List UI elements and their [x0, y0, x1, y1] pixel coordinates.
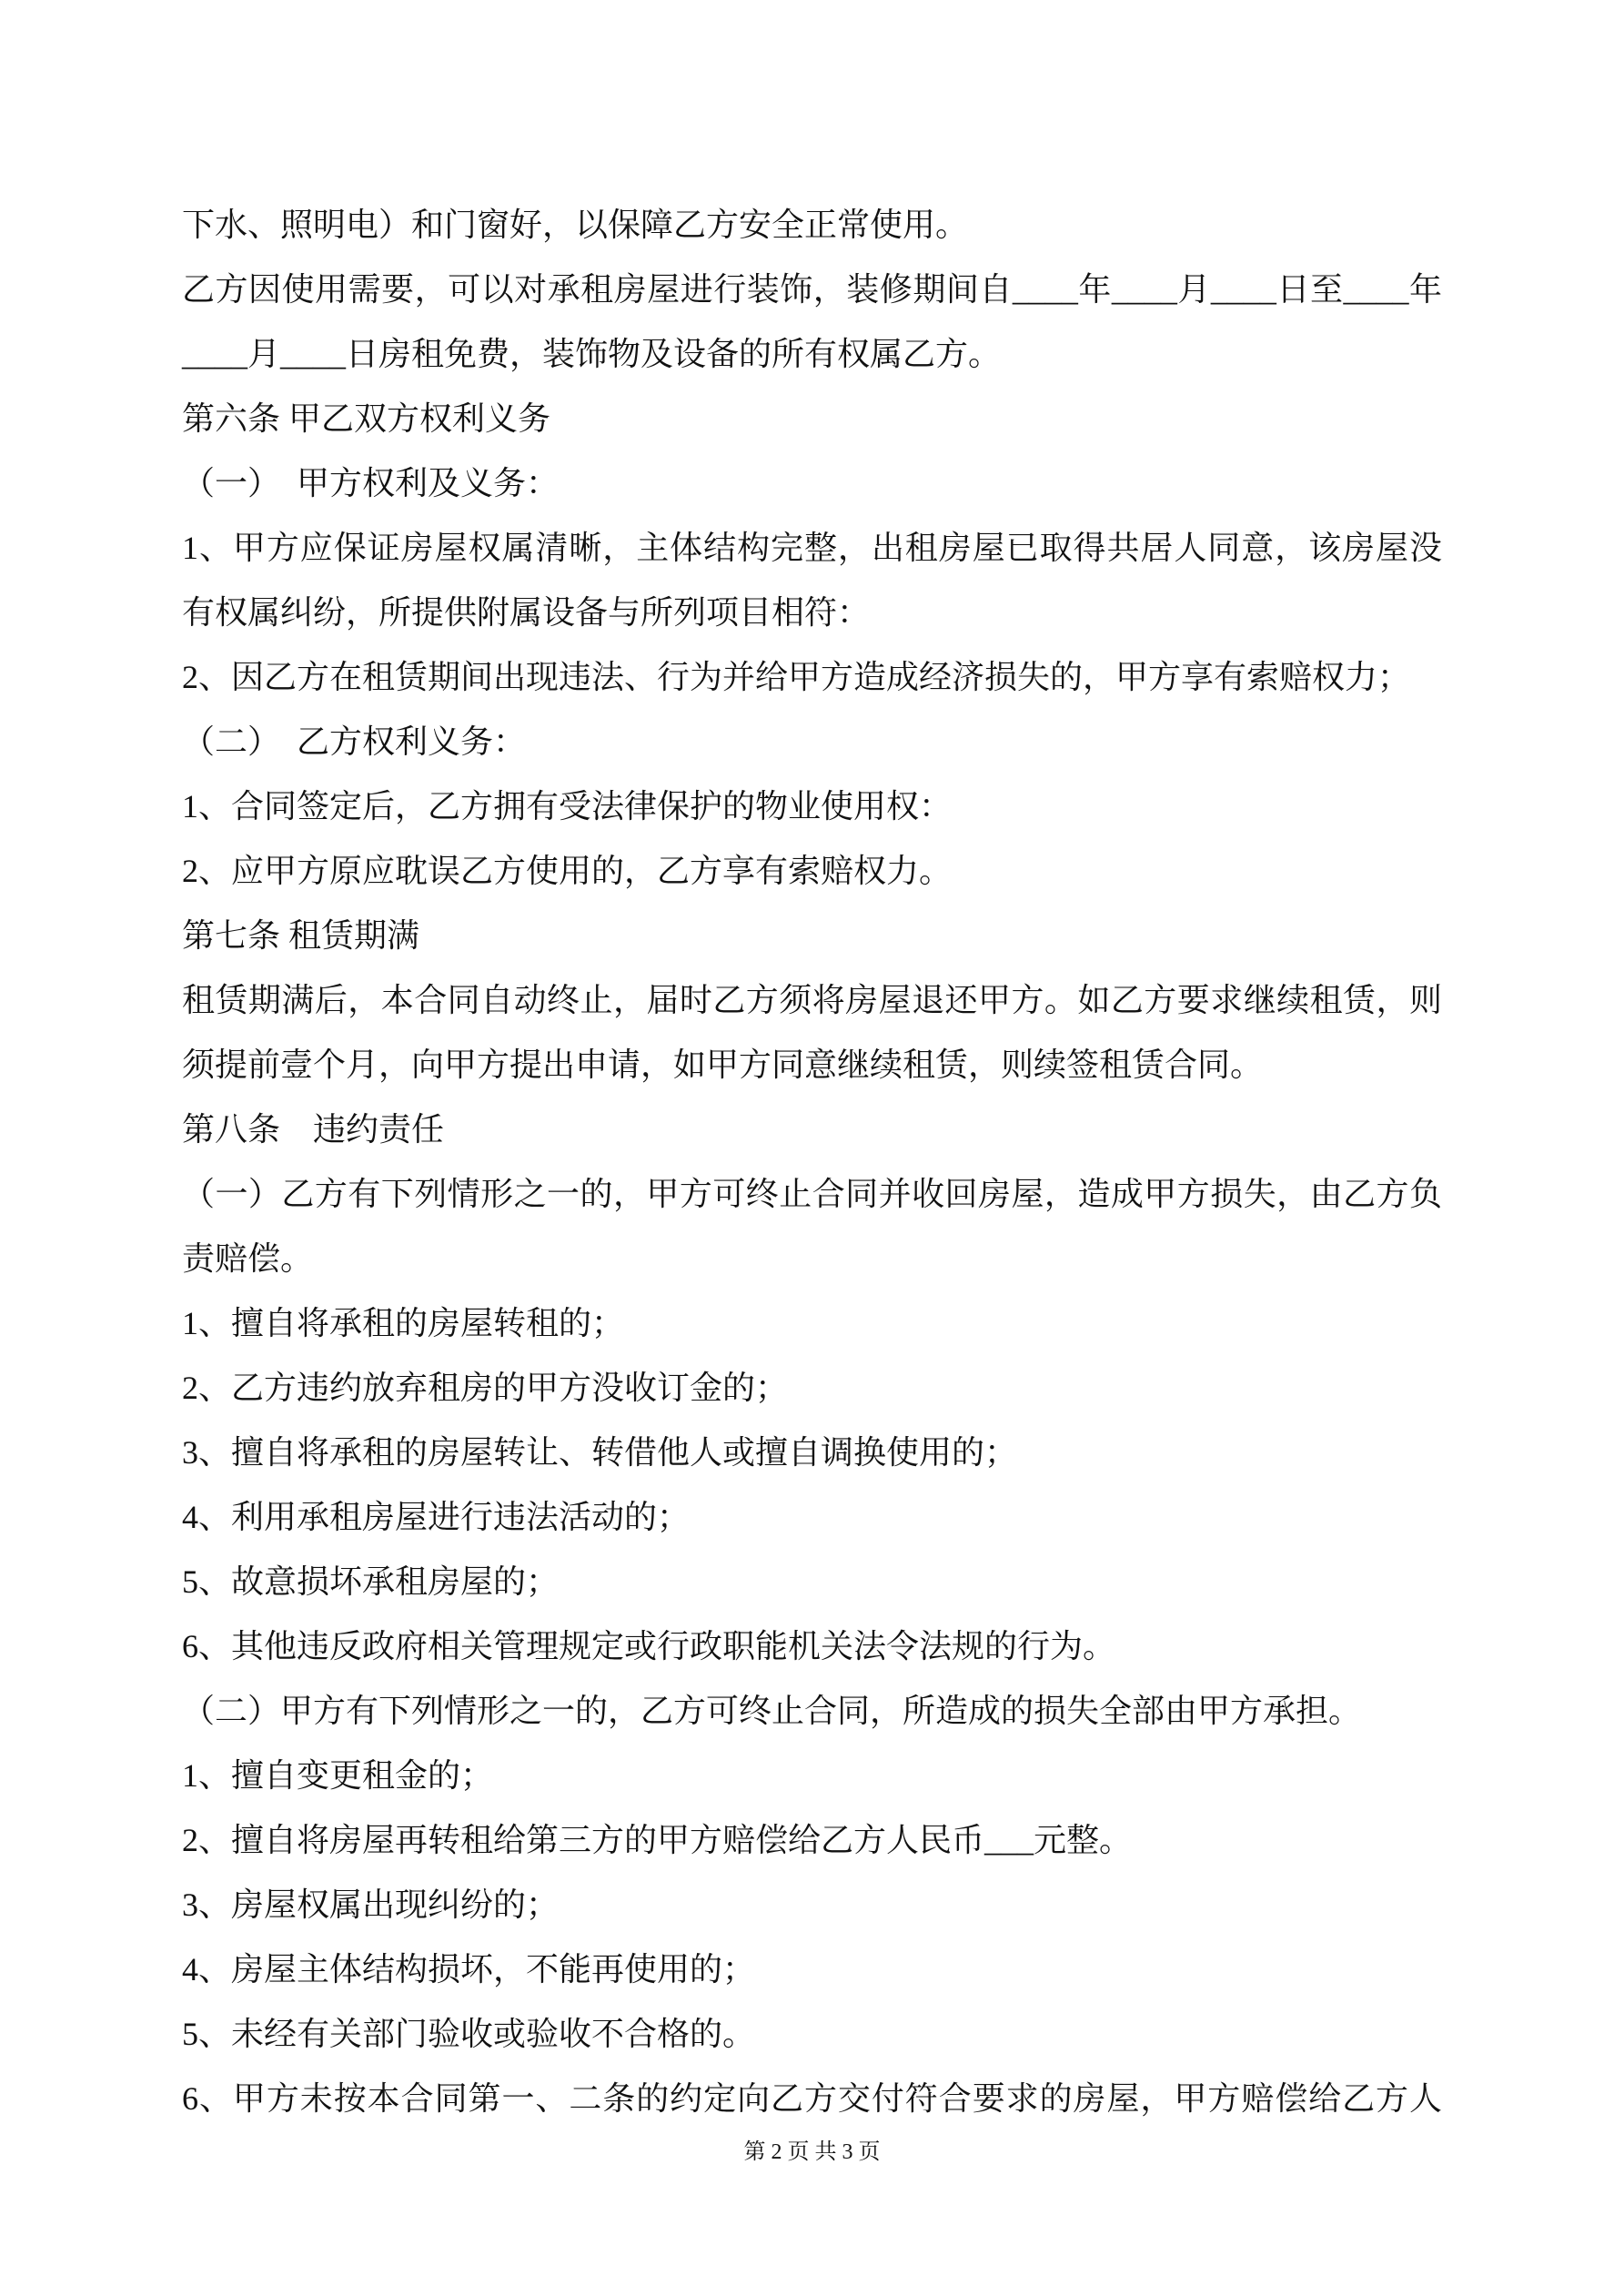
- document-line: 第八条 违约责任: [182, 1111, 445, 1148]
- document-line: 第六条 甲乙双方权利义务: [182, 400, 551, 437]
- document-line: （一） 甲方权利及义务：: [182, 465, 560, 501]
- document-line: 租赁期满后，本合同自动终止，届时乙方须将房屋退还甲方。如乙方要求继续租赁，则: [182, 982, 1442, 1018]
- document-line: 3、擅自将承租的房屋转让、转借他人或擅自调换使用的；: [182, 1434, 1018, 1471]
- document-line: 3、房屋权属出现纠纷的；: [182, 1886, 560, 1923]
- document-line: 5、故意损坏承租房屋的；: [182, 1563, 560, 1600]
- page-footer: 第 2 页 共 3 页: [743, 2140, 881, 2164]
- document-line: 2、乙方违约放弃租房的甲方没收订金的；: [182, 1370, 789, 1406]
- document-line: 2、擅自将房屋再转租给第三方的甲方赔偿给乙方人民币___元整。: [182, 1822, 1133, 1858]
- document-line: 1、擅自变更租金的；: [182, 1757, 494, 1794]
- document-line: 乙方因使用需要，可以对承租房屋进行装饰，装修期间自____年____月____日至____年: [182, 271, 1442, 308]
- document-line: 1、合同签定后，乙方拥有受法律保护的物业使用权：: [182, 788, 953, 824]
- document-line: （一）乙方有下列情形之一的，甲方可终止合同并收回房屋，造成甲方损失，由乙方负: [182, 1176, 1442, 1212]
- document-line: 6、其他违反政府相关管理规定或行政职能机关法令法规的行为。: [182, 1628, 1116, 1664]
- document-line: 4、利用承租房屋进行违法活动的；: [182, 1499, 691, 1535]
- document-line: 2、应甲方原应耽误乙方使用的，乙方享有索赔权力。: [182, 853, 953, 889]
- document-line: 须提前壹个月，向甲方提出申请，如甲方同意继续租赁，则续签租赁合同。: [182, 1047, 1264, 1083]
- document-line: 6、甲方未按本合同第一、二条的约定向乙方交付符合要求的房屋，甲方赔偿给乙方人: [182, 2080, 1442, 2117]
- contract-body: [182, 193, 1442, 2131]
- document-line: 责赔偿。: [182, 1240, 314, 1277]
- document-line: ____月____日房租免费，装饰物及设备的所有权属乙方。: [182, 336, 1002, 372]
- document-line: 第七条 租赁期满: [182, 917, 420, 954]
- document-line: 下水、照明电）和门窗好，以保障乙方安全正常使用。: [182, 207, 969, 243]
- document-line: 1、甲方应保证房屋权属清晰，主体结构完整，出租房屋已取得共居人同意，该房屋没: [182, 530, 1442, 566]
- document-line: 有权属纠纷，所提供附属设备与所列项目相符：: [182, 594, 871, 631]
- document-line: 5、未经有关部门验收或验收不合格的。: [182, 2016, 756, 2052]
- document-line: 2、因乙方在租赁期间出现违法、行为并给甲方造成经济损失的，甲方享有索赔权力；: [182, 659, 1411, 695]
- document-line: 4、房屋主体结构损坏，不能再使用的；: [182, 1951, 756, 1988]
- document-line: 1、擅自将承租的房屋转租的；: [182, 1305, 625, 1341]
- document-line: （二） 乙方权利义务：: [182, 723, 527, 760]
- document-line: （二）甲方有下列情形之一的，乙方可终止合同，所造成的损失全部由甲方承担。: [182, 1693, 1362, 1729]
